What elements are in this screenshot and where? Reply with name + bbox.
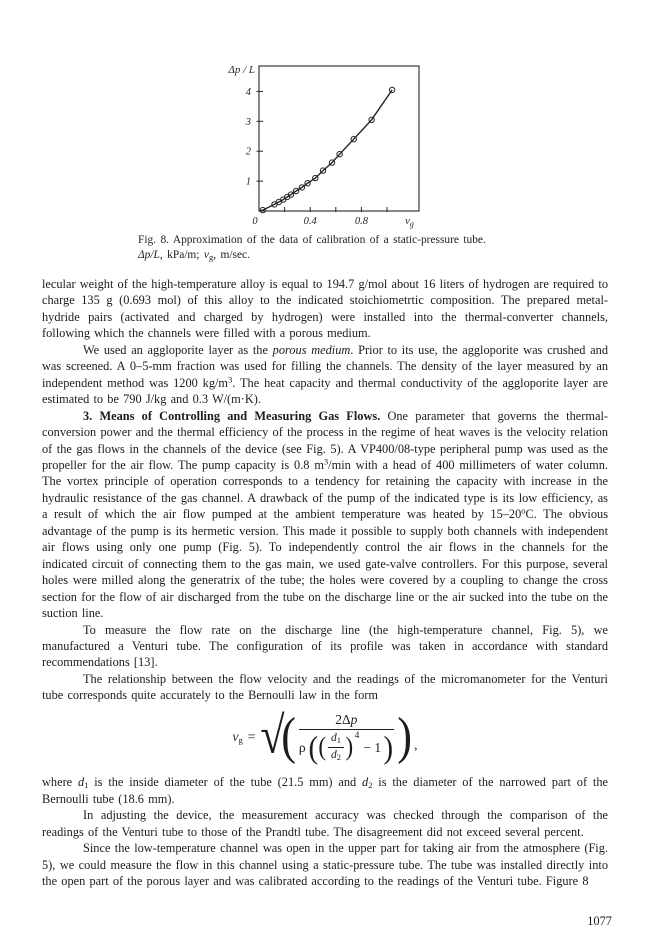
minus-one: − 1 bbox=[363, 739, 382, 755]
text-segment: C. The obvious advantage of the pump is its hermetic version. This made it possible to supply both channels with independent air flows using only one pump (Fig. 5). To independently control the air flows in the channels for the indicated circuit of connecting them to the gas main, we used gate-valve controllers. For this purpose, several holes were milled along the generatrix of the tube; the holes were covered by a coupling to change the cross section for the flow of air discharged from the tube on the discharge line or the air sucked into the tube on the suction line. bbox=[42, 507, 608, 621]
diameter-ratio-fraction bbox=[328, 733, 344, 761]
y-tick-label: 3 bbox=[245, 116, 251, 128]
y-tick-label: 2 bbox=[245, 146, 251, 158]
text-segment: o bbox=[521, 505, 526, 516]
formula-comma: , bbox=[414, 736, 418, 752]
x-axis-label: $v_g$ bbox=[405, 215, 414, 229]
formula-denominator: ρ ( ( $\frac{d1}{d2}$ ) 4 − 1 ) bbox=[298, 729, 394, 766]
text-segment: porous medium bbox=[272, 342, 351, 357]
formula-numerator bbox=[299, 713, 394, 731]
exponent-4: 4 bbox=[354, 730, 360, 741]
data-curve bbox=[259, 90, 392, 211]
text-segment: . Prior to its use, the aggloporite was crushed and was screened. A 0–5-mm fraction was used for filling the channels. The density of the layer measured by an independent method was 1200 kg/m bbox=[42, 342, 608, 390]
text-segment: . The heat capacity and thermal conductivity of the aggloporite layer are estimated to be 790 J/kg and 0.3 W/(m·K). bbox=[42, 375, 608, 407]
chart-frame bbox=[259, 66, 419, 211]
origin-label: 0 bbox=[252, 216, 258, 227]
text-segment: /min with a head of 400 millimeters of water column. The vortex principle of operation corresponds to a tendency for retaining the capacity with increase in the hydraulic resistance of the gas channel. A drawback of the pump of the indicated type is its low efficiency, as a result of which the air flow pumped at the ambient temperature was heated by 15–20 bbox=[42, 457, 609, 522]
body-text-lower bbox=[42, 774, 608, 889]
text-segment: v bbox=[203, 249, 209, 261]
text-segment: g bbox=[238, 735, 243, 746]
text-segment: 2Δ bbox=[335, 711, 351, 727]
y-axis-label: Δp / L bbox=[228, 64, 255, 76]
text-segment: 1 bbox=[84, 780, 89, 791]
text-segment: is the inside diameter of the tube (21.5 mm) and bbox=[88, 775, 363, 790]
paragraph bbox=[42, 840, 608, 889]
text-segment: We used an aggloporite layer as the bbox=[83, 342, 273, 357]
caption-line2 bbox=[138, 248, 528, 263]
text-segment: d bbox=[330, 748, 337, 761]
formula-equals: = bbox=[247, 729, 256, 745]
rho-symbol: ρ bbox=[298, 739, 306, 755]
data-point bbox=[389, 87, 394, 92]
text-segment: lecular weight of the high-temperature alloy is equal to 194.7 g/mol about 16 liters of hydrogen are required to charge 135 g (0.693 mol) of this alloy to the indicated stoichiometrtic composition. The prepared metal-hydride pairs (activated and charged by hydrogen) were installed into the thermal-converter channels, following which the channels were filled with a porous medium. bbox=[42, 277, 608, 341]
text-segment: , kPa/m; bbox=[159, 249, 204, 261]
text-segment: , m/sec. bbox=[213, 249, 250, 261]
body-text-upper bbox=[42, 276, 608, 704]
text-segment: p bbox=[350, 711, 358, 727]
figure-8 bbox=[0, 0, 650, 263]
text-segment: The relationship between the flow velocity and the readings of the micromanometer for the Venturi tube corresponds quite accurately to the Bernoulli law in the form bbox=[42, 671, 608, 703]
calibration-chart-wrap bbox=[222, 60, 437, 230]
text-segment: Δp/L bbox=[138, 249, 160, 261]
bernoulli-formula: vg = √ ( 2Δp ρ ( ( $\frac{d1}{d2}$ ) 4 − 1 ) ) , bbox=[232, 706, 418, 766]
text-segment: 1 bbox=[336, 735, 341, 746]
paragraph bbox=[42, 671, 608, 704]
text-segment: To measure the flow rate on the discharge line (the high-temperature channel, Fig. 5), we manufactured a Venturi tube. The configuration of its profile was taken in accordance with standard recommendations [13]. bbox=[42, 622, 608, 670]
y-tick-label: 4 bbox=[245, 86, 251, 98]
text-segment: 3 bbox=[323, 456, 329, 467]
page-number: 1077 bbox=[587, 914, 612, 929]
paragraph bbox=[42, 276, 608, 342]
paragraph bbox=[42, 408, 608, 622]
x-tick-label: 0.8 bbox=[354, 216, 368, 227]
text-segment: v bbox=[232, 729, 239, 745]
formula-fraction bbox=[298, 711, 394, 766]
figure-caption bbox=[138, 233, 528, 263]
paragraph bbox=[42, 622, 608, 671]
text-segment: In adjusting the device, the measurement accuracy was checked through the comparison of the readings of the Venturi tube to those of the Prandtl tube. The disagreement did not exceed several percent. bbox=[42, 808, 608, 839]
text-segment: One parameter that governs the thermal-conversion power and the thermal efficiency of the process in the regime of heat waves is the velocity relation of the gas flows in the channels of the device (see Fig. 5). A VP400/08-type peripheral pump was used as the propeller for the air flow. The pump capacity is 0.8 m bbox=[42, 408, 608, 472]
text-segment: 3. Means of Controlling and Measuring Gas Flows. bbox=[83, 408, 381, 423]
text-segment: is the diameter of the narrowed part of the Bernoulli tube (18.6 mm). bbox=[42, 775, 608, 806]
diameter-d1 bbox=[328, 733, 344, 748]
text-segment: d bbox=[362, 775, 369, 790]
calibration-chart bbox=[222, 60, 437, 230]
caption-line1: Fig. 8. Approximation of the data of calibration of a static-pressure tube. bbox=[138, 234, 486, 246]
paragraph bbox=[42, 342, 608, 408]
paragraph bbox=[42, 774, 608, 807]
x-tick-label: 0.4 bbox=[303, 216, 317, 227]
text-segment: 3 bbox=[228, 374, 233, 385]
paragraph bbox=[42, 807, 608, 840]
text-segment: Since the low-temperature channel was open in the upper part for taking air from the atmosphere (Fig. 5), we could measure the flow in this channel using a static-pressure tube. The tube was installed directly into the open part of the porous layer and was calibrated according to the readings of the Venturi tube. Figure 8 bbox=[42, 841, 608, 888]
text-segment: d bbox=[78, 775, 85, 790]
y-tick-label: 1 bbox=[245, 176, 251, 188]
text-segment: where bbox=[42, 775, 78, 790]
text-segment: 2 bbox=[336, 751, 341, 762]
text-segment: 2 bbox=[368, 780, 373, 791]
text-segment: d bbox=[330, 732, 337, 745]
text-segment: g bbox=[208, 252, 214, 262]
radical-sign: √ bbox=[260, 706, 285, 765]
formula-lhs bbox=[233, 730, 243, 744]
diameter-d2 bbox=[328, 748, 344, 762]
